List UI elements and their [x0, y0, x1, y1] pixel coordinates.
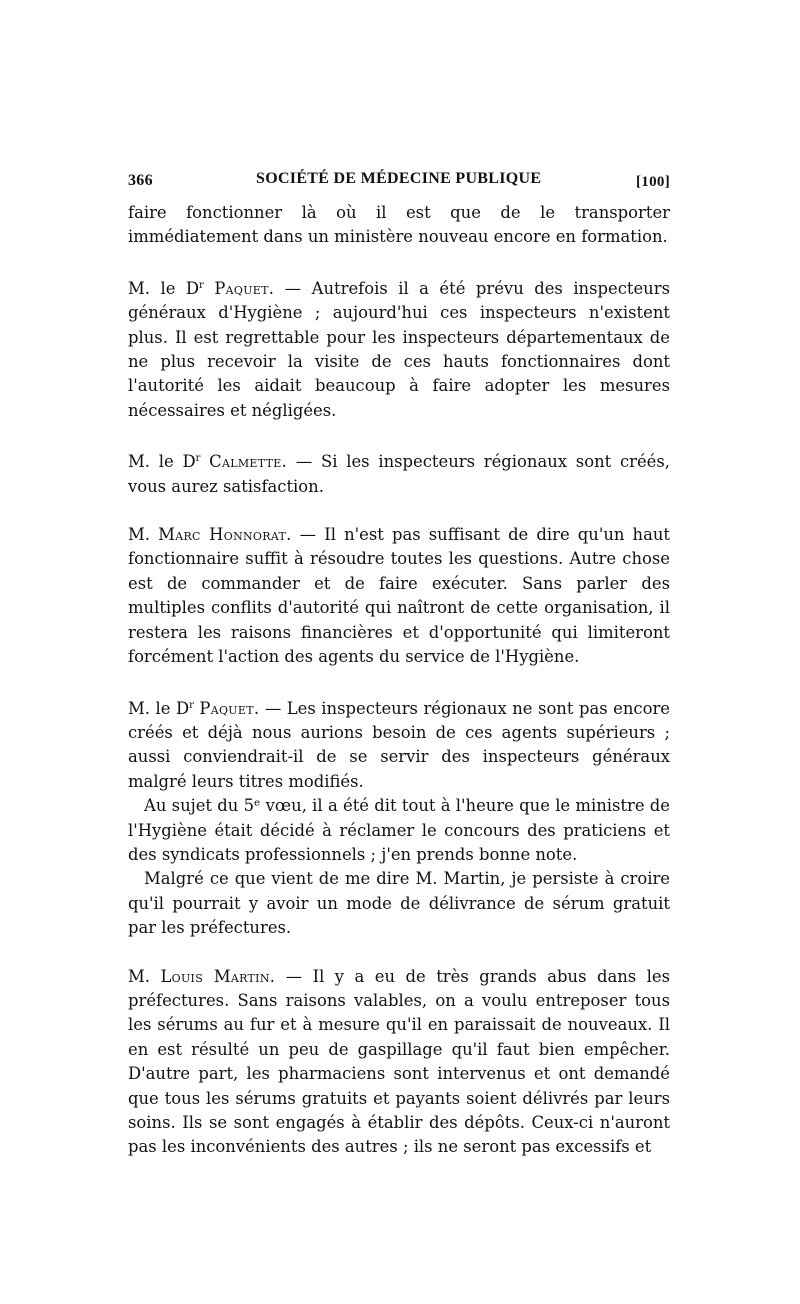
page-number: 366: [128, 172, 153, 189]
book-page: [128, 166, 670, 1160]
paragraph-voeu: Au sujet du 5ᵉ vœu, il a été dit tout à l'heure que le ministre de l'Hygiène était décidé à réclamer le concours des praticiens et des syndicats professionnels ; j'en prends bonne note.: [128, 796, 670, 864]
speaker-prefix: M.: [128, 966, 161, 986]
paragraph-continuation: faire fonctionner là où il est que de le transporter immédiatement dans un ministère nouveau encore en formation.: [128, 203, 670, 247]
speaker-dash: —: [287, 452, 321, 472]
speaker-name: Paquet.: [214, 278, 275, 298]
speaker-dash: —: [274, 278, 312, 298]
paragraph-calmette: [128, 447, 670, 499]
speaker-name: Calmette.: [209, 452, 288, 472]
speaker-prefix: M. le D: [128, 278, 200, 298]
running-title: SOCIÉTÉ DE MÉDECINE PUBLIQUE: [256, 170, 542, 187]
speaker-prefix: M. le D: [128, 698, 190, 718]
body-text: [128, 201, 670, 1160]
paragraph-serum-prefectures: Malgré ce que vient de me dire M. Martin, je persiste à croire qu'il pourrait y avoir un mode de délivrance de sérum gratuit par les préfectures.: [128, 869, 670, 938]
paragraph-text: Si les inspecteurs régionaux sont créés, vous aurez satisfaction.: [128, 452, 671, 496]
paragraph-text: Autrefois il a été prévu des inspecteurs généraux d'Hygiène ; aujourd'hui ces inspecteurs n'existent plus. Il est regrettable pour les inspecteurs départementaux de ne plus recevoir la visite de ces hauts fonctionnaires dont l'autorité les aidait beaucoup à faire adopter les mesures nécessaires et négligées.: [128, 278, 670, 420]
paragraph-text: Il n'est pas suffisant de dire qu'un haut fonctionnaire suffit à résoudre toutes les questions. Autre chose est de commander et de faire exécuter. Sans parler des multiples conflits d'autorité qui naîtront de cette organisation, il restera les raisons financières et d'opportunité qui limiteront forcément l'action des agents du service de l'Hygiène.: [128, 525, 671, 667]
speaker-title-sup: r: [189, 699, 194, 711]
paragraph-martin: [128, 965, 670, 1160]
speaker-dash: —: [259, 698, 287, 718]
running-header: [128, 166, 670, 192]
speaker-name: Paquet.: [199, 698, 260, 718]
paragraph-honnorat: [128, 523, 670, 669]
paragraph-paquet-2: [128, 694, 670, 795]
speaker-name: Marc Honnorat.: [158, 525, 292, 545]
speaker-prefix: M. le D: [128, 452, 196, 472]
speaker-title-sup: r: [199, 279, 204, 291]
speaker-title-sup: r: [195, 453, 201, 465]
paragraph-text: Les inspecteurs régionaux ne sont pas encore créés et déjà nous aurions besoin de ces agents supérieurs ; aussi conviendrait-il de se servir des inspecteurs généraux malgré leurs titres modifiés.: [128, 698, 670, 791]
paragraph-paquet-1: [128, 274, 670, 423]
speaker-prefix: M.: [128, 525, 159, 545]
paragraph-text: Il y a eu de très grands abus dans les préfectures. Sans raisons valables, on a voulu entreposer tous les sérums au fur et à mesure qu'il en paraissait de nouveaux. Il en est résulté un peu de gaspillage qu'il faut bien empêcher. D'autre part, les pharmaciens sont intervenus et ont demandé que tous les sérums gratuits et payants soient délivrés par leurs soins. Ils se sont engagés à établir des dépôts. Ceux-ci n'auront pas les inconvénients des autres ; ils ne seront pas excessifs et: [128, 966, 671, 1157]
speaker-dash: —: [275, 966, 313, 986]
speaker-name: Louis Martin.: [160, 966, 276, 986]
original-page-number: [100]: [636, 174, 670, 190]
speaker-dash: —: [291, 525, 325, 545]
